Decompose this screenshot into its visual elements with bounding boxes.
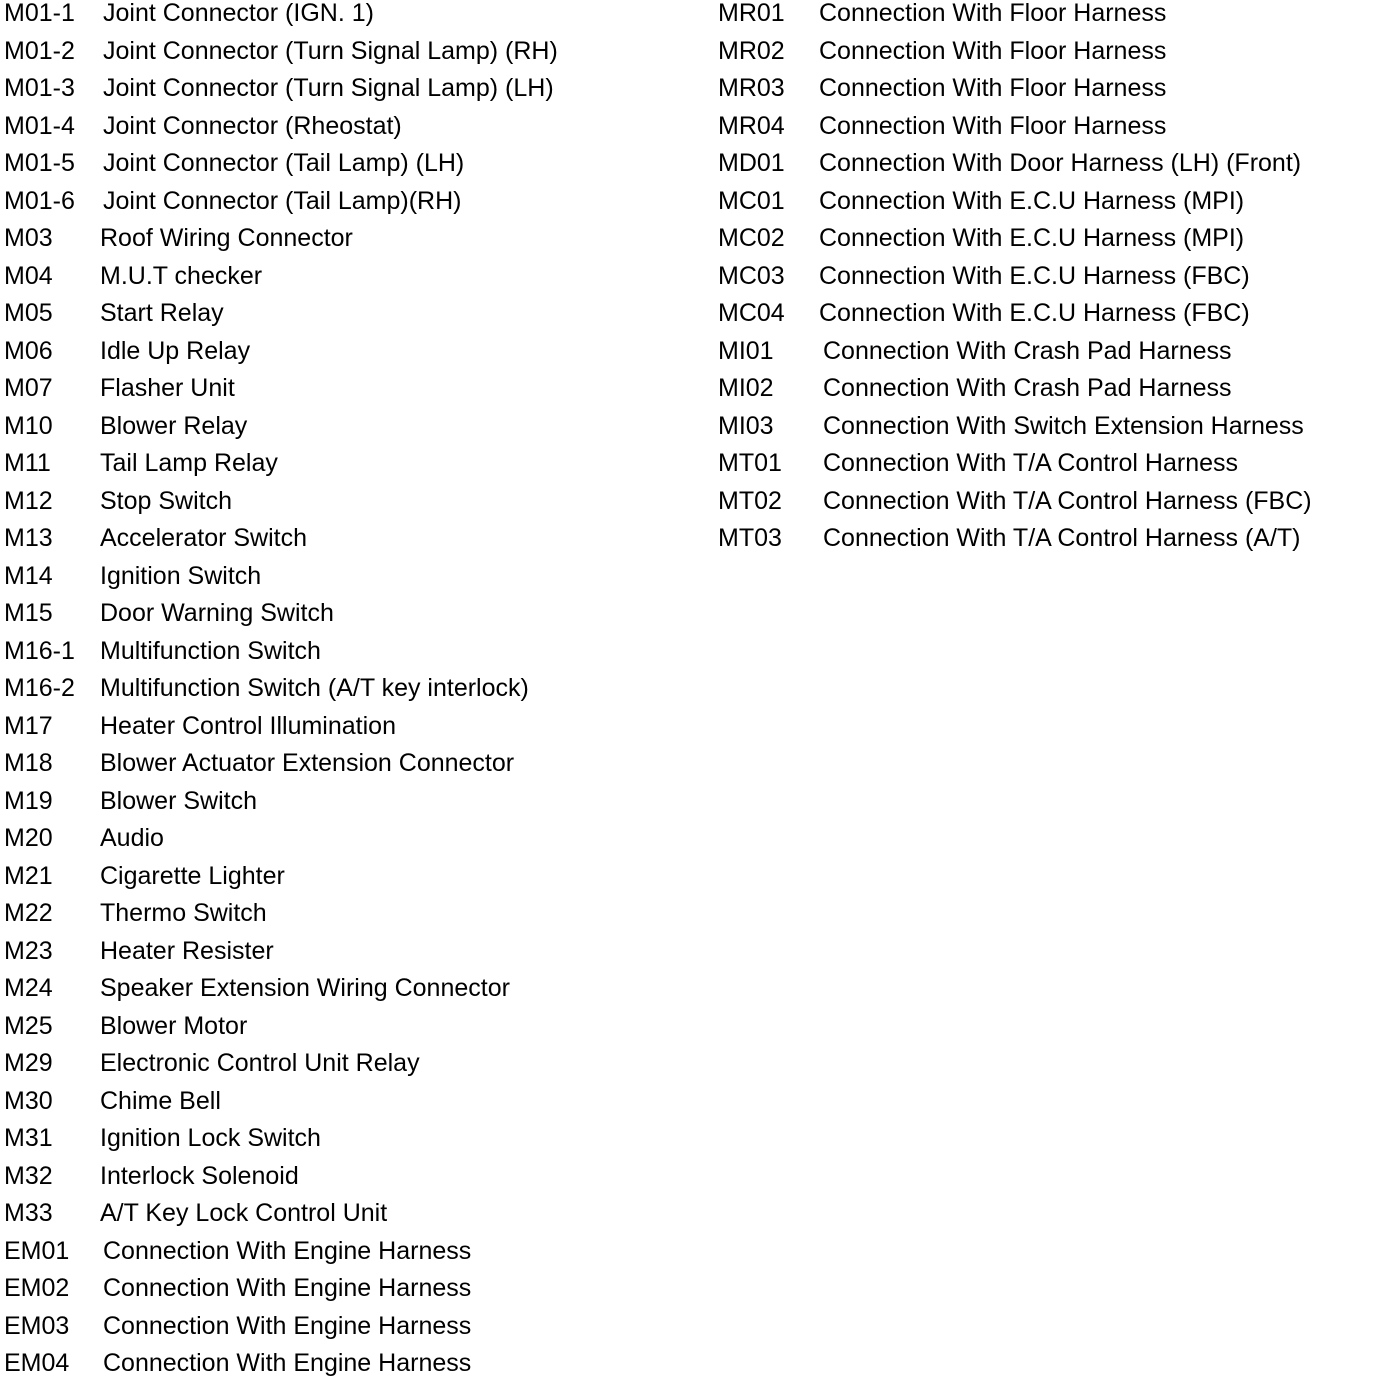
connector-code: MT01 <box>718 449 782 477</box>
connector-description: Flasher Unit <box>100 374 235 402</box>
connector-description: Roof Wiring Connector <box>100 224 353 252</box>
connector-code: M03 <box>4 224 53 252</box>
connector-code: M31 <box>4 1124 53 1152</box>
connector-code: M29 <box>4 1049 53 1077</box>
connector-code: MR03 <box>718 74 785 102</box>
connector-code: M01-6 <box>4 186 75 215</box>
connector-description: Door Warning Switch <box>100 599 334 627</box>
connector-description: Connection With Floor Harness <box>819 36 1167 65</box>
connector-code: MD01 <box>718 149 785 177</box>
connector-code: M10 <box>4 411 53 440</box>
connector-description: Joint Connector (Turn Signal Lamp) (LH) <box>103 74 554 102</box>
connector-code: M32 <box>4 1161 53 1190</box>
connector-code: MI03 <box>718 411 774 440</box>
connector-description: Ignition Switch <box>100 561 262 590</box>
connector-description: Idle Up Relay <box>100 336 251 365</box>
connector-code: EM02 <box>4 1274 70 1302</box>
connector-description: Multifunction Switch (A/T key interlock) <box>100 674 529 702</box>
connector-code: M01-4 <box>4 111 75 140</box>
connector-description: Electronic Control Unit Relay <box>100 1049 420 1077</box>
connector-description: Connection With T/A Control Harness (A/T) <box>823 524 1301 552</box>
connector-code: M14 <box>4 561 53 590</box>
connector-code: MR02 <box>718 36 785 65</box>
connector-description: Heater Control Illumination <box>100 711 396 740</box>
connector-code: MI02 <box>718 374 774 402</box>
connector-code: M22 <box>4 899 53 927</box>
connector-description: Connection With Door Harness (LH) (Front) <box>819 149 1302 177</box>
connector-code: M25 <box>4 1011 53 1040</box>
connector-description: Connection With Floor Harness <box>819 111 1167 140</box>
connector-code: MC03 <box>718 261 785 290</box>
connector-code: M07 <box>4 374 53 402</box>
connector-code: M11 <box>4 449 51 477</box>
connector-code: MT03 <box>718 524 782 552</box>
connector-code: M01-1 <box>4 0 75 27</box>
connector-code: M15 <box>4 599 53 627</box>
connector-description: Joint Connector (IGN. 1) <box>103 0 374 27</box>
connector-description: Multifunction Switch <box>100 636 321 665</box>
connector-code: M24 <box>4 974 53 1002</box>
connector-description: Joint Connector (Tail Lamp) (LH) <box>103 149 465 177</box>
connector-code: MC02 <box>718 224 785 252</box>
connector-code: M16-2 <box>4 674 75 702</box>
connector-description: Heater Resister <box>100 936 274 965</box>
connector-code: M17 <box>4 711 53 740</box>
connector-description: Connection With Engine Harness <box>103 1236 472 1265</box>
connector-code: MR04 <box>718 111 785 140</box>
connector-code: MI01 <box>718 336 774 365</box>
connector-description: Connection With Floor Harness <box>819 74 1167 102</box>
connector-description: Connection With E.C.U Harness (MPI) <box>819 186 1245 215</box>
connector-code: MT02 <box>718 486 782 515</box>
connector-description: Speaker Extension Wiring Connector <box>100 974 510 1002</box>
connector-description: A/T Key Lock Control Unit <box>100 1199 388 1227</box>
connector-description: Blower Switch <box>100 786 257 815</box>
connector-description: Blower Motor <box>100 1011 248 1040</box>
connector-description: Connection With Crash Pad Harness <box>823 336 1232 365</box>
connector-description: Accelerator Switch <box>100 524 308 552</box>
connector-code: M33 <box>4 1199 53 1227</box>
connector-code: M21 <box>4 861 53 890</box>
connector-code: M23 <box>4 936 53 965</box>
connector-description: Blower Actuator Extension Connector <box>100 749 515 777</box>
connector-code: M01-5 <box>4 149 75 177</box>
connector-code: M13 <box>4 524 53 552</box>
connector-code: M01-2 <box>4 36 75 65</box>
connector-description: Connection With T/A Control Harness (FBC) <box>823 486 1312 515</box>
connector-code: M01-3 <box>4 74 75 102</box>
connector-description: Tail Lamp Relay <box>100 449 278 477</box>
connector-code: MC01 <box>718 186 785 215</box>
connector-code: M05 <box>4 299 53 327</box>
connector-description: Interlock Solenoid <box>100 1161 299 1190</box>
connector-code: M12 <box>4 486 53 515</box>
connector-code: M18 <box>4 749 53 777</box>
connector-description: M.U.T checker <box>100 261 263 290</box>
connector-description: Cigarette Lighter <box>100 861 285 890</box>
connector-description: Connection With E.C.U Harness (MPI) <box>819 224 1245 252</box>
connector-description: Start Relay <box>100 299 224 327</box>
connector-description: Joint Connector (Turn Signal Lamp) (RH) <box>103 36 558 65</box>
connector-code: M30 <box>4 1086 53 1115</box>
connector-code: MR01 <box>718 0 785 27</box>
connector-description: Stop Switch <box>100 486 233 515</box>
connector-description: Connection With E.C.U Harness (FBC) <box>819 261 1250 290</box>
connector-code: M19 <box>4 786 53 815</box>
connector-code: MC04 <box>718 299 785 327</box>
connector-code: EM01 <box>4 1236 70 1265</box>
connector-description: Connection With Crash Pad Harness <box>823 374 1232 402</box>
connector-code: M06 <box>4 336 53 365</box>
connector-description: Connection With Engine Harness <box>103 1311 472 1340</box>
connector-description: Thermo Switch <box>100 899 267 927</box>
connector-description: Joint Connector (Tail Lamp)(RH) <box>103 186 462 215</box>
connector-code: M04 <box>4 261 53 290</box>
connector-description: Ignition Lock Switch <box>100 1124 321 1152</box>
connector-description: Audio <box>100 824 164 852</box>
connector-description: Connection With T/A Control Harness <box>823 449 1239 477</box>
connector-description: Connection With Engine Harness <box>103 1274 472 1302</box>
connector-description: Joint Connector (Rheostat) <box>103 111 402 140</box>
connector-description: Connection With Floor Harness <box>819 0 1167 27</box>
connector-description: Blower Relay <box>100 411 248 440</box>
connector-code: M20 <box>4 824 53 852</box>
connector-code: EM03 <box>4 1311 70 1340</box>
connector-description: Connection With E.C.U Harness (FBC) <box>819 299 1250 327</box>
connector-code: EM04 <box>4 1349 70 1377</box>
connector-code: M16-1 <box>4 636 75 665</box>
connector-description: Chime Bell <box>100 1086 221 1115</box>
connector-description: Connection With Switch Extension Harness <box>823 411 1304 440</box>
connector-description: Connection With Engine Harness <box>103 1349 472 1377</box>
